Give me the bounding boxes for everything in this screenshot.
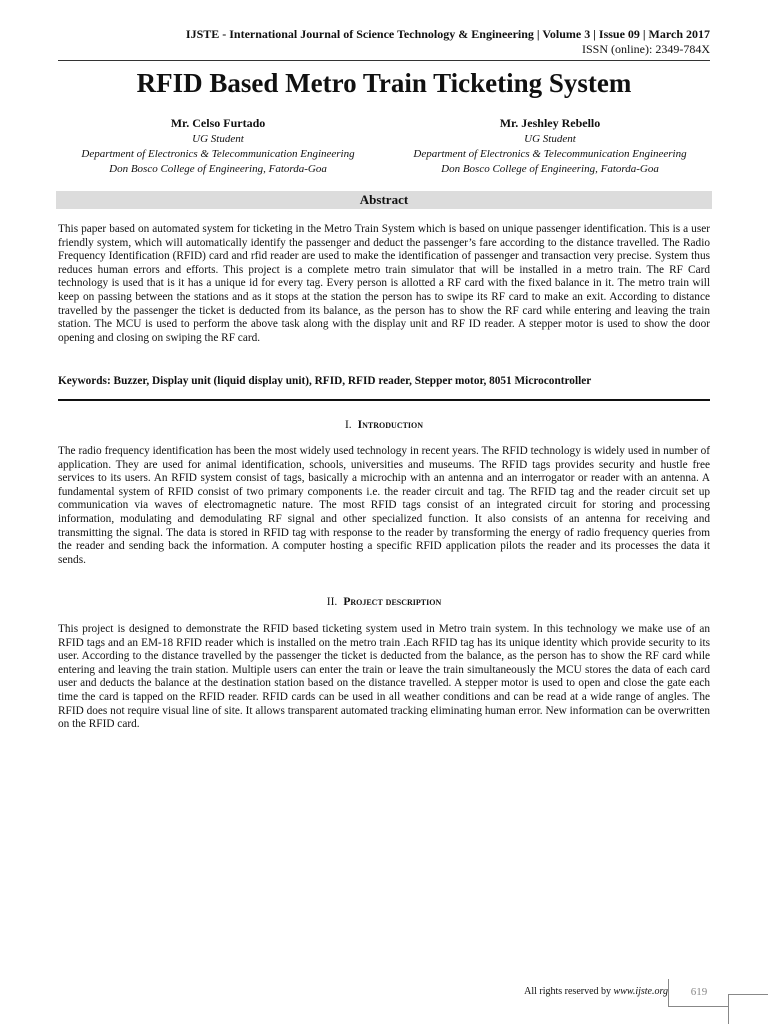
author-college: Don Bosco College of Engineering, Fatorda-Goa	[109, 163, 327, 175]
footer	[524, 985, 668, 999]
section-number: II.	[326, 596, 338, 608]
section-title: Project description	[343, 596, 442, 608]
author-block-1	[48, 116, 388, 177]
keywords: Keywords: Buzzer, Display unit (liquid display unit), RFID, RFID reader, Stepper motor, 8051 Microcontroller	[58, 375, 592, 387]
section-heading-project-description	[0, 595, 768, 609]
journal-url-link[interactable]: www.ijste.org	[613, 986, 668, 997]
author-name: Mr. Jeshley Rebello	[499, 116, 601, 130]
author-department: Department of Electronics & Telecommunication Engineering	[413, 148, 687, 160]
introduction-text: The radio frequency identification has been the most widely used technology in recent years. The RFID technology is widely used in number of application. They are used for animal identification, schools, universities and museums. The RFID tags provides security and hustle free services to its users. An RFID system consist of tags, basically a microchip with an antenna and an interrogator or reader with an antenna. A fundamental system of RFID consist of two primary components i.e. the reader circuit and tag. The RFID tag and the reader circuit set up communication via waves of electromagnetic nature. The most RFID tags consist of an integrated circuit for storing and processing information, modulating and demodulating RF signal and other specialized function. It also consists of an antenna for receiving and transmitting the signal. The data is stored in RFID tag with response to the reader by transforming the energy of radio frequency queries from the reader and sending back the information. A computer hosting a specific RFID application pilots the reader and its processes the data it sends.	[58, 445, 710, 566]
section-title: Introduction	[357, 419, 424, 431]
author-college: Don Bosco College of Engineering, Fatorda-Goa	[441, 163, 659, 175]
journal-line: IJSTE - International Journal of Science Technology & Engineering | Volume 3 | Issue 09 | March 2017	[185, 27, 710, 41]
footer-corner-line	[728, 994, 768, 995]
footer-corner-line-vertical	[728, 994, 729, 1024]
project-description-text: This project is designed to demonstrate the RFID based ticketing system used in Metro train system. In this technology we make use of an RFID tags and an EM-18 RFID reader which is installed on the metro train .Each RFID tag has its unique identity which provide security to its user. According to the distance travelled by the passenger the ticket is deducted from the balance, as the person has to show the RF card while entering and leaving the train station. Multiple users can enter the train or leave the train simultaneously the MCU stores the data of each card user and deducts the balance at the destination station based on the distance travelled. A stepper motor is used to open and close the gate each time the card is tapped on the RFID reader. RFID cards can be used in all weather conditions and can be read at a wide range of angles. The RFID does not require visual line of site. It allows transparent automated tracking eliminating human error. New information can be overwritten on the RFID card.	[58, 623, 710, 731]
header-rule	[58, 60, 710, 61]
abstract-text: This paper based on automated system for ticketing in the Metro Train System which is based on unique passenger identification. This is a user friendly system, which will automatically identify the passenger and deduct the passenger’s fare according to the distance travelled. The Radio Frequency Identification (RFID) card and rfid reader are used to make the identification of passenger and transaction very precise. System thus reduces human errors and efforts. This project is a complete metro train simulator that will be installed in a metro train. The RF Card technology is used that is it has a unique id for every tag. Every person is allotted a RF card with the fixed balance in it. The metro train will keep on passing between the stations and as it stops at the station the person has to swipe its RF card to make an exit. According to distance travelled by the passenger the ticket is deducted from its balance, as the person has to show the RF card while entering and leaving the train station. The MCU is used to perform the above task along with the display unit and RF ID reader. A stepper motor is used to show the door opening and closing on swiping the RF card.	[58, 223, 710, 344]
author-role: UG Student	[524, 133, 576, 145]
author-name: Mr. Celso Furtado	[170, 116, 266, 130]
page-number: 619	[668, 979, 729, 1007]
rights-text: All rights reserved by	[524, 986, 614, 997]
section-number: I.	[344, 419, 352, 431]
journal-header	[30, 27, 710, 57]
keywords-rule	[58, 399, 710, 401]
issn-line: ISSN (online): 2349-784X	[582, 42, 710, 56]
section-heading-introduction	[0, 418, 768, 432]
paper-title: RFID Based Metro Train Ticketing System	[136, 68, 632, 98]
author-block-2	[380, 116, 720, 177]
abstract-heading: Abstract	[56, 191, 712, 209]
author-role: UG Student	[192, 133, 244, 145]
author-department: Department of Electronics & Telecommunication Engineering	[81, 148, 355, 160]
